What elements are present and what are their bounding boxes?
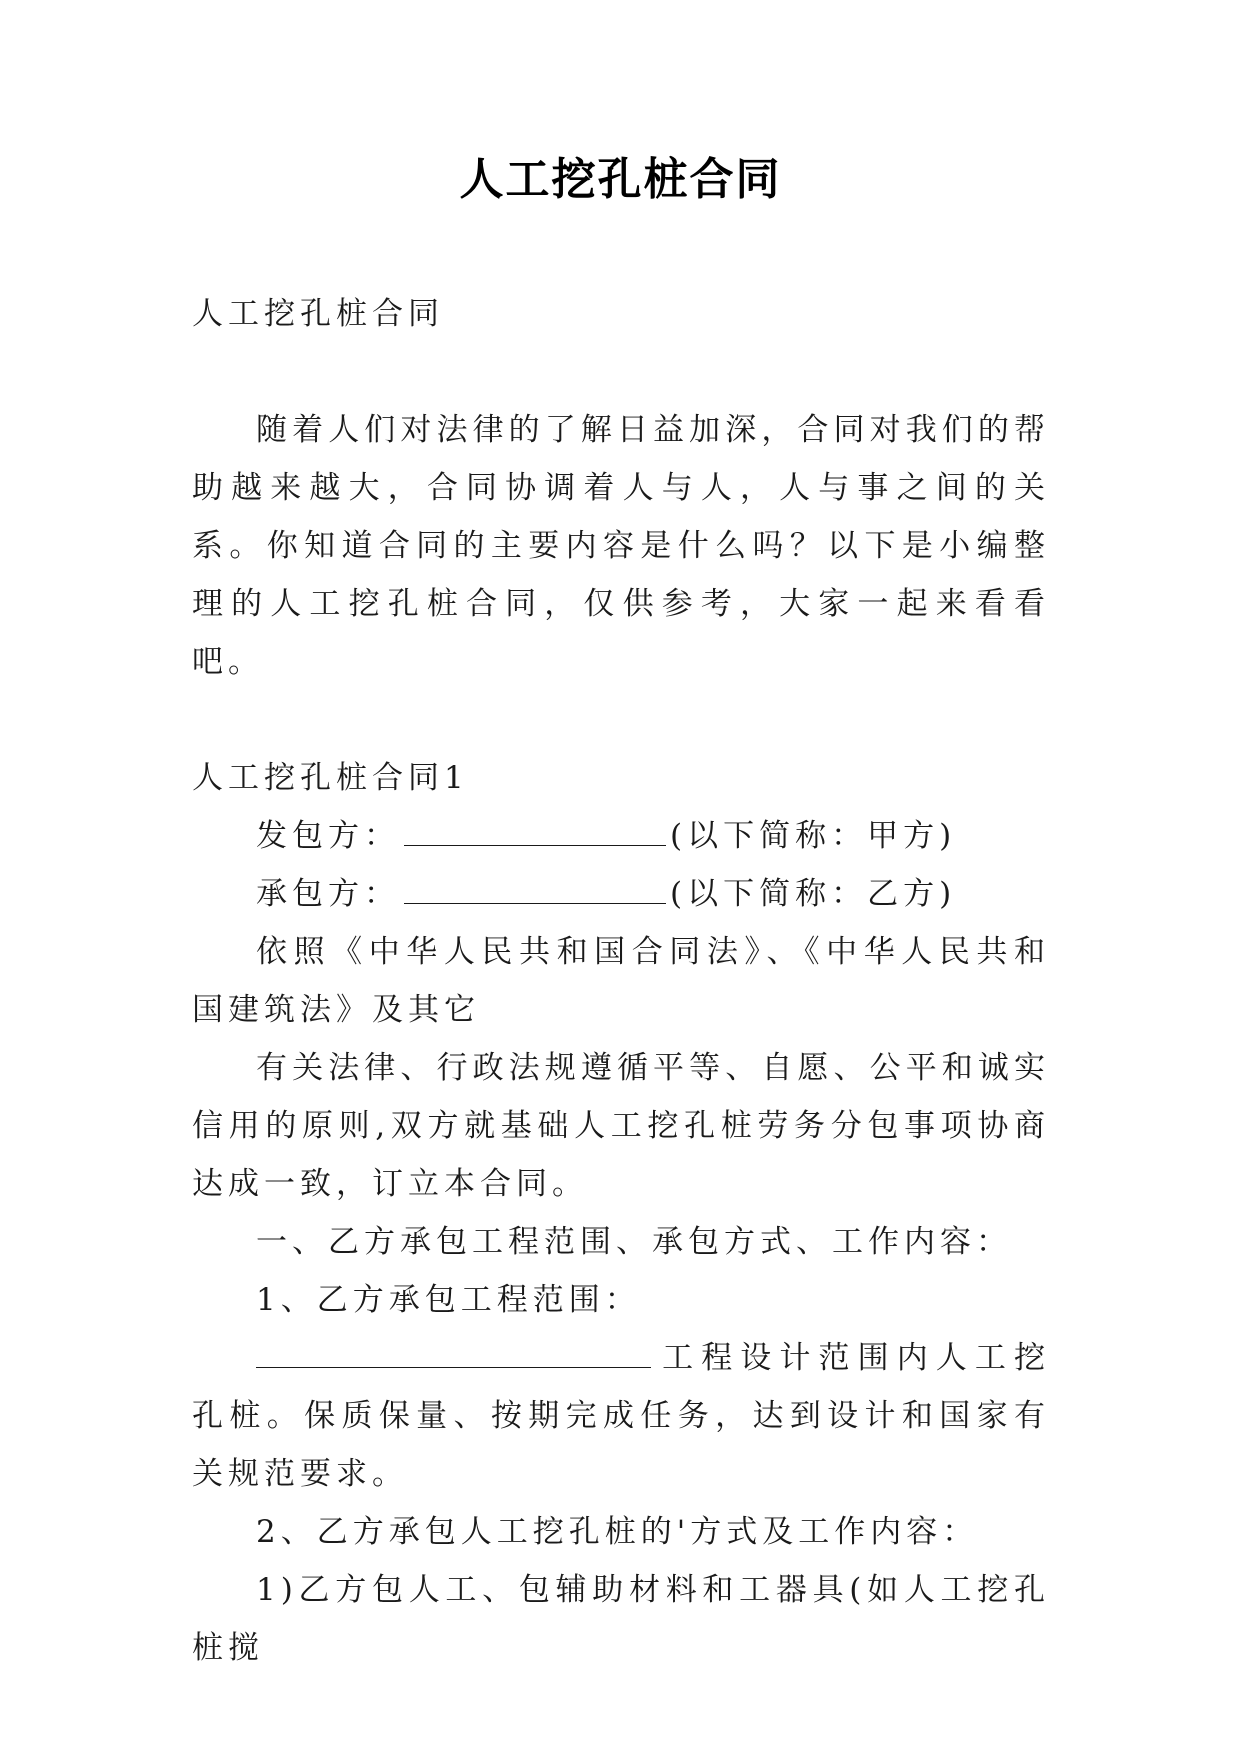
intro-paragraph: 随着人们对法律的了解日益加深，合同对我们的帮助越来越大，合同协调着人与人，人与事之间的关系。你知道合同的主要内容是什么吗？以下是小编整理的人工挖孔桩合同，仅供参考，大家一起来看看吧。 xyxy=(192,412,1050,680)
party-a-blank xyxy=(404,811,666,846)
section-heading: 人工挖孔桩合同1 xyxy=(192,760,469,796)
clause-1-2-1-text: 1)乙方包人工、包辅助材料和工器具(如人工挖孔桩搅 xyxy=(192,1572,1050,1666)
clause-1-1-paragraph xyxy=(192,1329,1050,1503)
party-a-label: 发包方： xyxy=(256,818,400,854)
party-b-blank xyxy=(404,869,666,904)
party-a-line xyxy=(192,807,1050,865)
basis-paragraph-2: 有关法律、行政法规遵循平等、自愿、公平和诚实信用的原则,双方就基础人工挖孔桩劳务分包事项协商达成一致，订立本合同。 xyxy=(192,1050,1050,1202)
document-title: 人工挖孔桩合同 xyxy=(459,154,782,205)
scope-blank xyxy=(256,1333,651,1368)
clause-1-1-heading: 1、乙方承包工程范围： xyxy=(256,1282,641,1318)
party-b-suffix: (以下简称：乙方) xyxy=(670,876,957,912)
party-a-suffix: (以下简称：甲方) xyxy=(670,818,957,854)
basis-paragraph-1: 依照《中华人民共和国合同法》、《中华人民共和国建筑法》及其它 xyxy=(192,934,1050,1028)
document-subtitle: 人工挖孔桩合同 xyxy=(192,296,444,332)
party-b-line xyxy=(192,865,1050,923)
clause-1-1-text: 工程设计范围内人工挖孔桩。保质保量、按期完成任务，达到设计和国家有关规范要求。 xyxy=(192,1340,1050,1492)
clause-1-2-heading: 2、乙方承包人工挖孔桩的'方式及工作内容： xyxy=(256,1514,979,1550)
party-b-label: 承包方： xyxy=(256,876,400,912)
document-body xyxy=(192,285,1050,1677)
clause-1-heading: 一、乙方承包工程范围、承包方式、工作内容： xyxy=(256,1224,1012,1260)
